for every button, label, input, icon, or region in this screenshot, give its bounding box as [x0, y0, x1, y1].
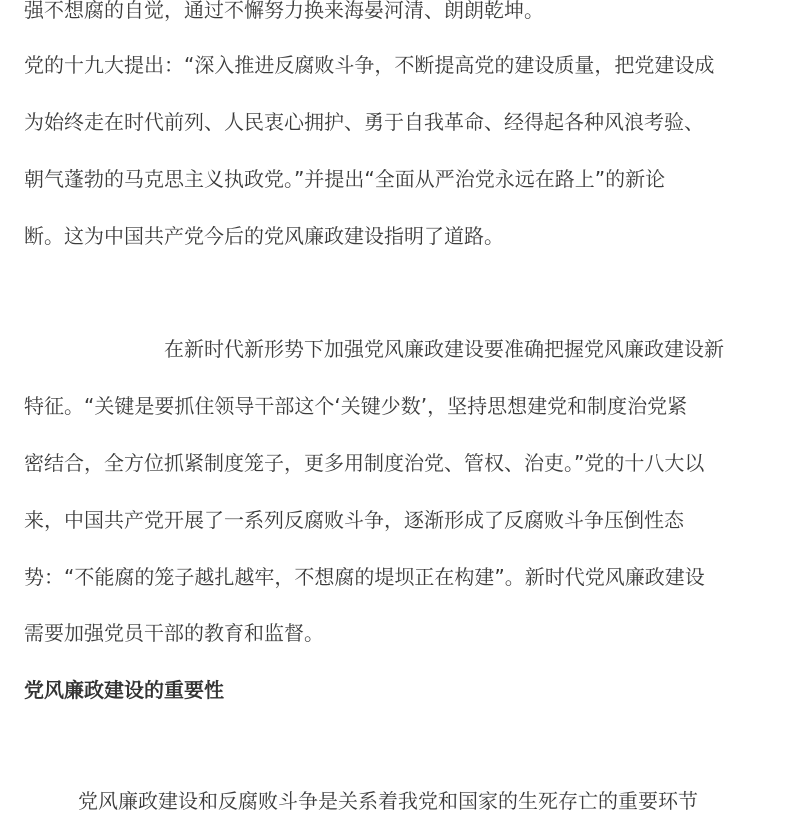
paragraph-2-line-4: 断。这为中国共产党今后的党风廉政建设指明了道路。 — [24, 224, 504, 248]
paragraph-3-line-3: 密结合，全方位抓紧制度笼子，更多用制度治党、管权、治吏。”党的十八大以 — [24, 451, 705, 475]
paragraph-2-line-3: 朝气蓬勃的马克思主义执政党。”并提出“全面从严治党永远在路上”的新论 — [24, 167, 666, 191]
paragraph-3-line-6: 需要加强党员干部的教育和监督。 — [24, 621, 324, 645]
paragraph-3-line-2: 特征。“关键是要抓住领导干部这个‘关键少数’，坚持思想建党和制度治党紧 — [24, 394, 688, 418]
paragraph-4-line-1: 党风廉政建设和反腐败斗争是关系着我党和国家的生死存亡的重要环节 — [78, 789, 698, 813]
paragraph-3-line-5: 势：“不能腐的笼子越扎越牢，不想腐的堤坝正在构建”。新时代党风廉政建设 — [24, 565, 705, 589]
paragraph-2-line-2: 为始终走在时代前列、人民衷心拥护、勇于自我革命、经得起各种风浪考验、 — [24, 110, 704, 134]
paragraph-3-line-1: 在新时代新形势下加强党风廉政建设要准确把握党风廉政建设新 — [164, 337, 724, 361]
paragraph-2-line-1: 党的十九大提出：“深入推进反腐败斗争，不断提高党的建设质量，把党建设成 — [24, 53, 715, 77]
paragraph-1-line-1: 强不想腐的自觉，通过不懈努力换来海晏河清、朗朗乾坤。 — [24, 0, 544, 22]
section-heading: 党风廉政建设的重要性 — [24, 678, 224, 702]
paragraph-3-line-4: 来，中国共产党开展了一系列反腐败斗争，逐渐形成了反腐败斗争压倒性态 — [24, 508, 684, 532]
